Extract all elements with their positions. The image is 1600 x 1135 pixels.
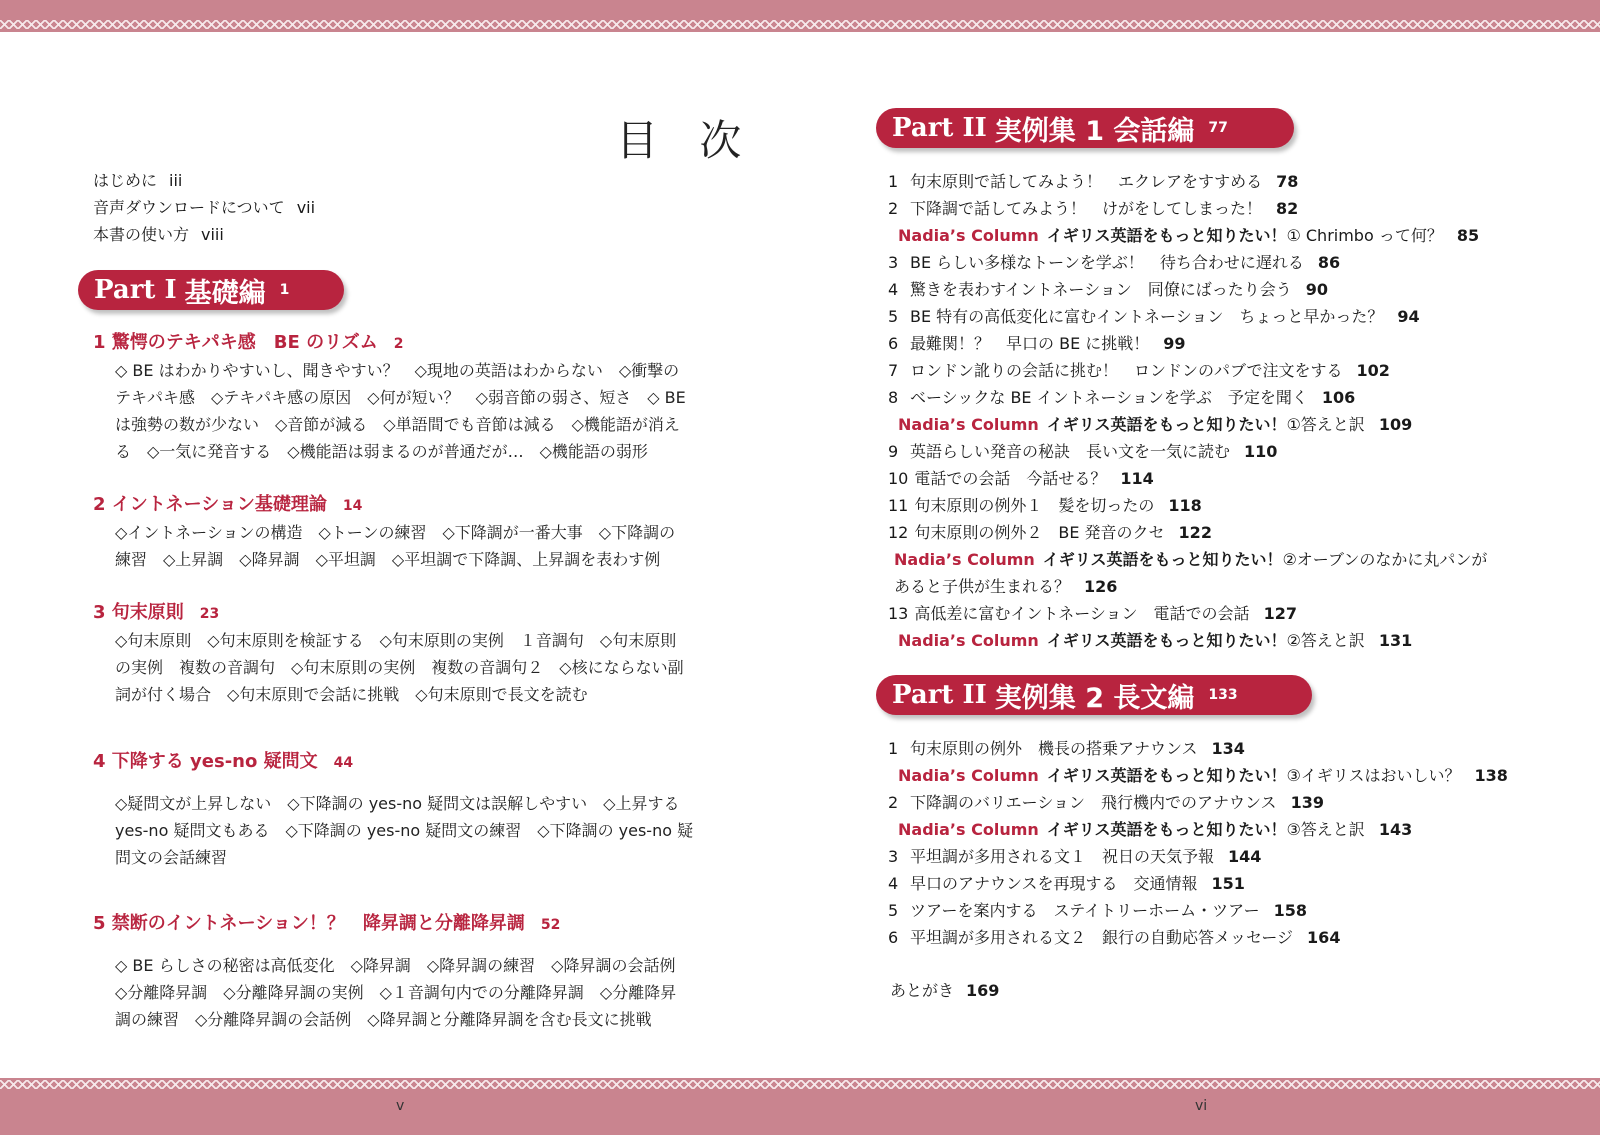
section-entry[interactable] — [888, 492, 1528, 519]
section-number: 7 — [888, 361, 899, 380]
section-title: 句末原則で話してみよう！ エクレアをすすめる — [910, 172, 1263, 191]
column-text: ②答えと訳 — [1286, 631, 1365, 650]
section-number: 5 — [888, 901, 899, 920]
topic-line: ◇分離降昇調 ◇分離降昇調の実例 ◇１音調句内での分離降昇調 ◇分離降昇 — [115, 983, 677, 1002]
page-number: 139 — [1290, 793, 1324, 812]
section-number: 8 — [888, 388, 899, 407]
section-number: 6 — [888, 334, 899, 353]
section-title: ベーシックな BE イントネーションを学ぶ 予定を聞く — [910, 388, 1308, 407]
part-page: 133 — [1208, 687, 1238, 703]
section-entry[interactable] — [888, 789, 1528, 816]
section-number: 4 — [888, 280, 899, 299]
topic-line: テキパキ感 ◇テキパキ感の原因 ◇何が短い？ ◇弱音節の弱さ、短さ ◇ BE — [115, 388, 686, 407]
column-entry[interactable] — [888, 816, 1528, 843]
section-number: 11 — [888, 496, 909, 515]
topic-line: ◇ BE らしさの秘密は高低変化 ◇降昇調 ◇降昇調の練習 ◇降昇調の会話例 — [115, 956, 676, 975]
front-matter-entry[interactable] — [93, 221, 224, 248]
chapter-heading[interactable] — [93, 749, 713, 776]
section-title: 高低差に富むイントネーション 電話での会話 — [914, 604, 1250, 623]
top-lace-trim — [0, 20, 1600, 29]
section-entry[interactable] — [888, 357, 1528, 384]
section-title: 句末原則の例外２ BE 発音のクセ — [914, 523, 1165, 542]
part-page: 1 — [279, 282, 290, 298]
section-title: 下降調で話してみよう！ けがをしてしまった！ — [910, 199, 1263, 218]
page-number: 134 — [1211, 739, 1245, 758]
page-number: 158 — [1273, 901, 1308, 920]
column-label: Nadia’s Column — [898, 415, 1039, 434]
afterword-label: あとがき — [890, 981, 955, 1000]
column-title: イギリス英語をもっと知りたい！ — [1042, 550, 1283, 569]
section-title: 句末原則の例外１ 髪を切ったの — [914, 496, 1155, 515]
topic-line: は強勢の数が少ない ◇音節が減る ◇単語間でも音節は減る ◇機能語が消え — [115, 415, 680, 434]
topic-line: 詞が付く場合 ◇句末原則で会話に挑戦 ◇句末原則で長文を読む — [115, 685, 588, 704]
part1-banner[interactable] — [78, 270, 344, 310]
section-entry[interactable] — [888, 303, 1528, 330]
section-title: 早口のアナウンスを再現する 交通情報 — [910, 874, 1198, 893]
long-text-list — [888, 735, 1528, 951]
section-title: ツアーを案内する ステイトリーホーム・ツアー — [910, 901, 1260, 920]
chapter-entry — [93, 330, 713, 465]
section-entry[interactable] — [888, 519, 1528, 546]
section-title: 句末原則の例外 機長の搭乗アナウンス — [910, 739, 1198, 758]
entry-label: はじめに — [93, 171, 158, 190]
section-number: 6 — [888, 928, 899, 947]
column-label: Nadia’s Column — [898, 631, 1039, 650]
chapter-heading[interactable] — [93, 492, 713, 519]
entry-label: 音声ダウンロードについて — [93, 198, 285, 217]
section-number: 2 — [888, 199, 899, 218]
column-title: イギリス英語をもっと知りたい！ — [1046, 631, 1287, 650]
section-entry[interactable] — [888, 168, 1528, 195]
chapter-topics — [93, 952, 713, 1033]
part-label: Part I — [94, 275, 177, 305]
chapter-entry — [93, 749, 713, 871]
section-title: 平坦調が多用される文２ 銀行の自動応答メッセージ — [910, 928, 1294, 947]
page-number: 106 — [1321, 388, 1356, 407]
section-title: 下降調のバリエーション 飛行機内でのアナウンス — [910, 793, 1277, 812]
chapter-title: 2 イントネーション基礎理論 — [93, 494, 327, 515]
chapter-topics — [93, 790, 713, 871]
section-title: 平坦調が多用される文１ 祝日の天気予報 — [910, 847, 1215, 866]
section-title: 英語らしい発音の秘訣 長い文を一気に読む — [910, 442, 1231, 461]
section-title: 電話での会話 今話せる？ — [914, 469, 1107, 488]
column-title: イギリス英語をもっと知りたい！ — [1046, 766, 1287, 785]
topic-line: ◇句末原則 ◇句末原則を検証する ◇句末原則の実例 １音調句 ◇句末原則 — [115, 631, 677, 650]
section-number: 4 — [888, 874, 899, 893]
chapter-title: 4 下降する yes-no 疑問文 — [93, 751, 318, 772]
chapter-heading[interactable] — [93, 330, 713, 357]
chapter-title: 1 驚愕のテキパキ感 BE のリズム — [93, 332, 378, 353]
page-number: 44 — [333, 755, 354, 771]
chapter-topics — [93, 519, 713, 573]
section-number: 13 — [888, 604, 909, 623]
chapter-entry — [93, 492, 713, 573]
topic-line: ◇疑問文が上昇しない ◇下降調の yes-no 疑問文は誤解しやすい ◇上昇する — [115, 794, 680, 813]
column-title: イギリス英語をもっと知りたい！ — [1046, 820, 1287, 839]
page-number: 151 — [1211, 874, 1245, 893]
page-number: 126 — [1084, 577, 1118, 596]
page-number: viii — [201, 225, 224, 244]
section-number: 12 — [888, 523, 909, 542]
part2a-banner[interactable] — [876, 108, 1294, 148]
column-entry[interactable] — [888, 411, 1528, 438]
section-number: 3 — [888, 847, 899, 866]
topic-line: る ◇一気に発音する ◇機能語は弱まるのが普通だが… ◇機能語の弱形 — [115, 442, 648, 461]
column-entry[interactable] — [888, 222, 1528, 249]
page-number: 122 — [1178, 523, 1212, 542]
chapter-title: 3 句末原則 — [93, 602, 184, 623]
bottom-lace-trim — [0, 1080, 1600, 1089]
page-number: 143 — [1378, 820, 1413, 839]
column-text: あると子供が生まれる？ — [894, 577, 1071, 596]
part2b-banner[interactable] — [876, 675, 1312, 715]
section-entry[interactable] — [888, 276, 1528, 303]
page-number: 102 — [1356, 361, 1390, 380]
column-entry[interactable] — [888, 627, 1528, 654]
section-number: 1 — [888, 172, 899, 191]
page-number: iii — [169, 171, 183, 190]
section-title: BE 特有の高低変化に富むイントネーション ちょっと早かった？ — [910, 307, 1384, 326]
page-number: 110 — [1244, 442, 1278, 461]
page-number: 131 — [1378, 631, 1413, 650]
afterword-entry[interactable] — [890, 978, 999, 1001]
column-text: ① Chrimbo って何？ — [1286, 226, 1443, 245]
page-number: 86 — [1317, 253, 1341, 272]
page-number: vii — [296, 198, 316, 217]
column-text: ③答えと訳 — [1286, 820, 1365, 839]
chapter-heading[interactable] — [93, 600, 713, 627]
page-title: 目 次 — [616, 116, 756, 165]
page-number: 127 — [1263, 604, 1297, 623]
topic-line: の実例 複数の音調句 ◇句末原則の実例 複数の音調句２ ◇核にならない副 — [115, 658, 684, 677]
page-number: 144 — [1228, 847, 1262, 866]
column-label: Nadia’s Column — [898, 820, 1039, 839]
page-number: 2 — [393, 336, 404, 352]
chapter-heading[interactable] — [93, 911, 713, 938]
section-entry[interactable] — [888, 924, 1528, 951]
chapter-entry — [93, 911, 713, 1033]
section-entry[interactable] — [888, 897, 1528, 924]
chapter-entry — [93, 600, 713, 708]
page-number: 52 — [540, 917, 561, 933]
part-title: 実例集 1 会話編 — [994, 115, 1195, 147]
page-number: 23 — [199, 606, 220, 622]
section-title: 驚きを表わすイントネーション 同僚にばったり会う — [910, 280, 1292, 299]
page-number: 99 — [1163, 334, 1186, 353]
folio-right: vi — [1195, 1098, 1208, 1114]
section-number: 5 — [888, 307, 899, 326]
section-entry[interactable] — [888, 384, 1528, 411]
chapter-title: 5 禁断のイントネーション！？ 降昇調と分離降昇調 — [93, 913, 525, 934]
section-entry[interactable] — [888, 330, 1528, 357]
section-number: 1 — [888, 739, 899, 758]
column-entry[interactable] — [888, 762, 1528, 789]
page-number: 85 — [1456, 226, 1480, 245]
page-number: 164 — [1307, 928, 1341, 947]
topic-line: 調の練習 ◇分離降昇調の会話例 ◇降昇調と分離降昇調を含む長文に挑戦 — [115, 1010, 652, 1029]
column-label: Nadia’s Column — [894, 550, 1035, 569]
column-text: ②オーブンのなかに丸パンが — [1282, 550, 1488, 569]
column-label: Nadia’s Column — [898, 226, 1039, 245]
section-number: 10 — [888, 469, 909, 488]
section-number: 3 — [888, 253, 899, 272]
chapter-topics — [93, 357, 713, 465]
page-number: 14 — [342, 498, 363, 514]
column-entry[interactable] — [888, 546, 1528, 600]
section-title: BE らしい多様なトーンを学ぶ！ 待ち合わせに遅れる — [910, 253, 1304, 272]
part-label: Part II — [892, 113, 987, 143]
column-title: イギリス英語をもっと知りたい！ — [1046, 415, 1287, 434]
section-entry[interactable] — [888, 843, 1528, 870]
section-entry[interactable] — [888, 438, 1528, 465]
topic-line: ◇イントネーションの構造 ◇トーンの練習 ◇下降調が一番大事 ◇下降調の — [115, 523, 676, 542]
front-matter-entry[interactable] — [93, 167, 182, 194]
part-title: 基礎編 — [184, 277, 266, 309]
page-number: 169 — [966, 981, 1000, 1000]
section-number: 9 — [888, 442, 899, 461]
page-number: 138 — [1474, 766, 1508, 785]
topic-line: yes-no 疑問文もある ◇下降調の yes-no 疑問文の練習 ◇下降調の yes-no 疑 — [115, 821, 694, 840]
column-label: Nadia’s Column — [898, 766, 1039, 785]
folio-left: v — [396, 1098, 405, 1114]
column-text: ①答えと訳 — [1286, 415, 1365, 434]
conversation-list — [888, 168, 1528, 654]
column-title: イギリス英語をもっと知りたい！ — [1046, 226, 1287, 245]
chapter-topics — [93, 627, 713, 708]
section-entry[interactable] — [888, 870, 1528, 897]
entry-label: 本書の使い方 — [93, 225, 190, 244]
section-entry[interactable] — [888, 249, 1528, 276]
topic-line: 練習 ◇上昇調 ◇降昇調 ◇平坦調 ◇平坦調で下降調、上昇調を表わす例 — [115, 550, 661, 569]
page-number: 94 — [1397, 307, 1420, 326]
topic-line: ◇ BE はわかりやすいし、聞きやすい？ ◇現地の英語はわからない ◇衝撃の — [115, 361, 680, 380]
column-text: ③イギリスはおいしい？ — [1286, 766, 1461, 785]
section-number: 2 — [888, 793, 899, 812]
page-number: 78 — [1276, 172, 1299, 191]
part-page: 77 — [1208, 120, 1228, 136]
section-title: 最難関！？ 早口の BE に挑戦！ — [910, 334, 1150, 353]
section-entry[interactable] — [888, 735, 1528, 762]
page-number: 118 — [1168, 496, 1202, 515]
section-title: ロンドン訛りの会話に挑む！ ロンドンのパブで注文をする — [910, 361, 1343, 380]
section-entry[interactable] — [888, 600, 1528, 627]
page-number: 109 — [1378, 415, 1413, 434]
topic-line: 問文の会話練習 — [115, 848, 228, 867]
page-number: 90 — [1305, 280, 1329, 299]
front-matter-entry[interactable] — [93, 194, 315, 221]
part-label: Part II — [892, 680, 987, 710]
part-title: 実例集 2 長文編 — [994, 682, 1195, 714]
section-entry[interactable] — [888, 465, 1528, 492]
page-number: 114 — [1120, 469, 1154, 488]
section-entry[interactable] — [888, 195, 1528, 222]
page-number: 82 — [1276, 199, 1299, 218]
